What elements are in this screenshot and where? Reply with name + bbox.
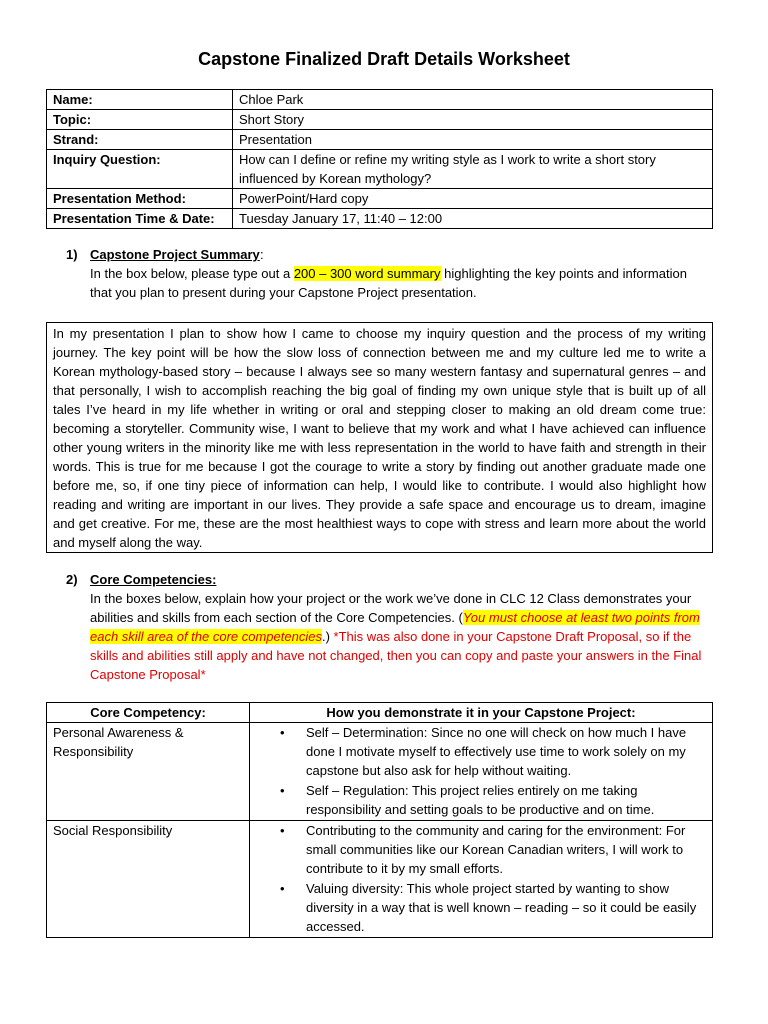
details-row-method	[47, 189, 713, 209]
summary-box[interactable]: In my presentation I plan to show how I came to choose my inquiry question and the process of my writing journey. The key point will be how the slow loss of connection between me and my culture led me to write a Korean mythology-based story – because I always see so many western fantasy and supernatural genres – and that personally, I wish to accomplish reaching the big goal of finding my own unique style that is built up of all tales I’ve heard in my life whether in writing or oral and stepping closer to making an old dream come true: becoming a storyteller. Community wise, I want to believe that my work and what I have achieved can influence other young writers in the minority like me with less representation in the world to have faith and strength in their words. This is true for me because I got the courage to write a story by finding out another graduate made one before me, so, if one tiny piece of information can help, I would like to contribute. I would also highlight how reading and writing are important in our lives. They provide a safe space and encourage us to dream, imagine and get creative. For me, these are the most healthiest ways to cope with stress and learn more about the world and myself along the way.	[46, 322, 713, 553]
cc-response-cell[interactable]	[250, 723, 713, 821]
details-row-inquiry	[47, 150, 713, 189]
cc-header-demonstration: How you demonstrate it in your Capstone Project:	[250, 703, 713, 723]
details-label: Presentation Method:	[47, 189, 233, 209]
details-label: Presentation Time & Date:	[47, 209, 233, 229]
details-label: Inquiry Question:	[47, 150, 233, 189]
instr-text: highlighting the key points and information that you plan to present during your Capstone Project presentation.	[90, 266, 687, 300]
cc-header-competency: Core Competency:	[47, 703, 250, 723]
cc-competency-name: Social Responsibility	[47, 821, 250, 938]
section-instructions	[90, 264, 710, 302]
cc-competency-name: Personal Awareness & Responsibility	[47, 723, 250, 821]
section-heading-colon: :	[260, 247, 264, 262]
cc-bullet: • Self – Determination: Since no one will check on how much I have done I motivate myself to effectively use time to work solely on my capstone but also ask for help without waiting.	[306, 723, 706, 781]
cc-bullet-list	[256, 723, 706, 820]
section-heading: Core Competencies:	[90, 572, 217, 587]
cc-response-cell[interactable]	[250, 821, 713, 938]
details-value: Tuesday January 17, 11:40 – 12:00	[233, 209, 713, 229]
section-number: 2)	[66, 572, 78, 587]
instr-highlight: You must choose at least two points from each skill area of the core competencies	[90, 610, 700, 644]
details-table	[46, 89, 713, 229]
instr-text: In the box below, please type out a	[90, 266, 294, 281]
instr-text: .)	[321, 629, 334, 644]
details-label: Strand:	[47, 130, 233, 150]
instr-red-note: *This was also done in your Capstone Draft Proposal, so if the skills and abilities still apply and have not changed, then you can copy and paste your answers in the Final Capstone Proposal*	[90, 629, 702, 682]
details-row-topic	[47, 110, 713, 130]
details-value: Presentation	[233, 130, 713, 150]
details-label: Name:	[47, 90, 233, 110]
details-value: Short Story	[233, 110, 713, 130]
instr-text: In the boxes below, explain how your project or the work we’ve done in CLC 12 Class demonstrates your abilities and skills from each section of the Core Competencies. (	[90, 591, 692, 625]
cc-row-personal	[47, 723, 713, 821]
worksheet-title: Capstone Finalized Draft Details Worksheet	[198, 49, 570, 69]
cc-bullet-list	[256, 821, 706, 937]
cc-header-row	[47, 703, 713, 723]
section-heading	[90, 245, 260, 264]
details-value: Chloe Park	[233, 90, 713, 110]
section-number: 1)	[66, 247, 78, 262]
details-label: Topic:	[47, 110, 233, 130]
details-row-strand	[47, 130, 713, 150]
section-instructions	[90, 589, 710, 684]
instr-highlight: 200 – 300 word summary	[293, 266, 441, 281]
section-heading-text: Capstone Project Summary	[90, 247, 260, 262]
details-row-time	[47, 209, 713, 229]
details-row-name	[47, 90, 713, 110]
cc-bullet: • Self – Regulation: This project relies entirely on me taking responsibility and setting goals to be productive and on time.	[306, 781, 706, 820]
details-value: How can I define or refine my writing style as I work to write a short story influenced by Korean mythology?	[233, 150, 713, 189]
cc-bullet: • Contributing to the community and caring for the environment: For small communities like our Korean Canadian writers, I will work to contribute to it by my small efforts.	[306, 821, 706, 879]
details-value: PowerPoint/Hard copy	[233, 189, 713, 209]
cc-row-social	[47, 821, 713, 938]
core-competency-table	[46, 702, 713, 938]
cc-bullet: • Valuing diversity: This whole project started by wanting to show diversity in a way that is well known – reading – so it could be easily accessed.	[306, 879, 706, 937]
